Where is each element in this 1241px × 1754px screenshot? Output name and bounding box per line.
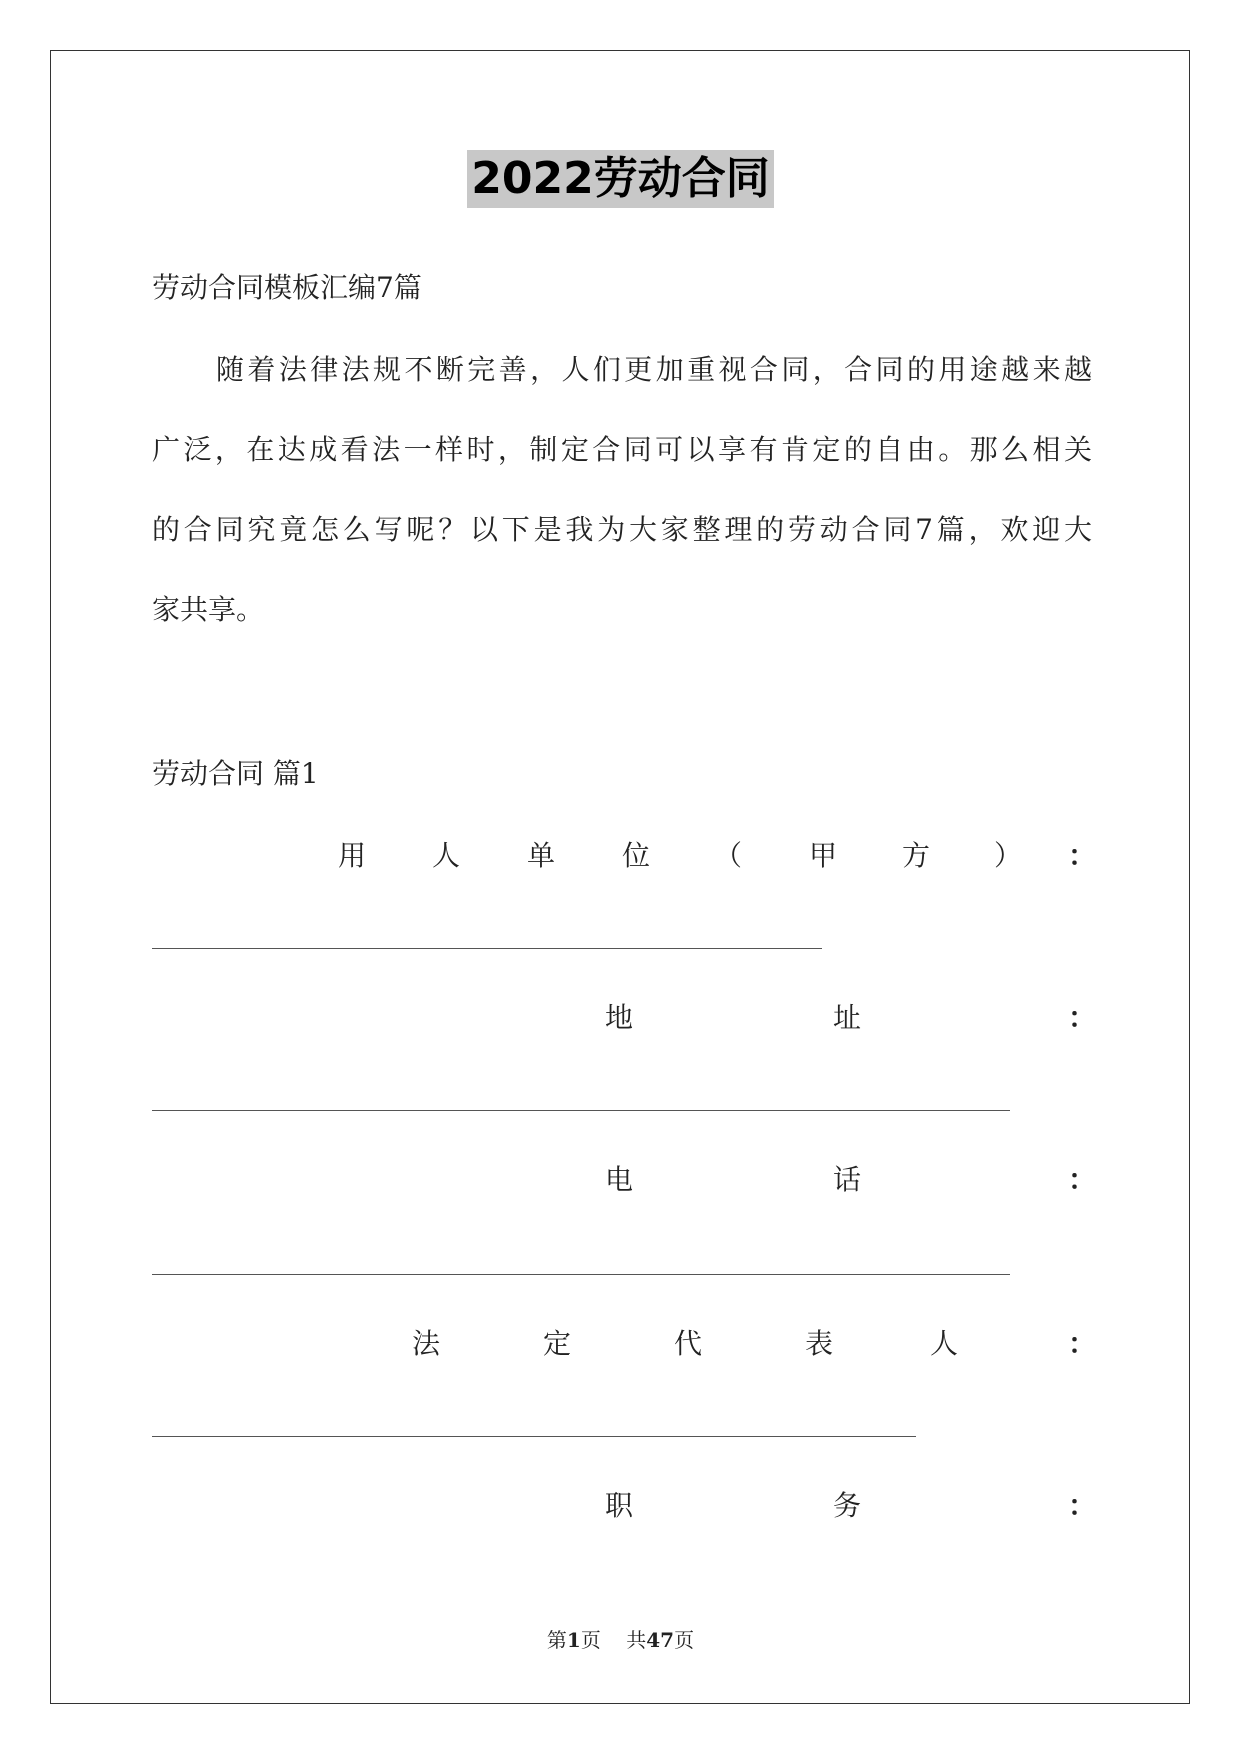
section-heading: 劳动合同 篇1 (152, 757, 319, 790)
field-char: 用 (337, 839, 367, 872)
field-char: 地 (604, 1001, 634, 1034)
field-employer-label (152, 836, 1072, 876)
intro-line-4: 家共享。 (152, 593, 265, 626)
field-char: 单 (526, 839, 556, 872)
field-char: 位 (621, 839, 651, 872)
field-char: 定 (542, 1327, 572, 1360)
fill-line-employer (152, 948, 822, 949)
field-char: 代 (673, 1327, 703, 1360)
subtitle: 劳动合同模板汇编7篇 (152, 271, 422, 304)
field-position-label (152, 1486, 1072, 1526)
field-char: 方 (901, 839, 931, 872)
field-colon: ： (1068, 839, 1097, 872)
intro-line-1: 随着法律法规不断完善，人们更加重视合同，合同的用途越来越 (216, 353, 1092, 386)
footer-page-word: 页 (580, 1628, 601, 1652)
field-colon: ： (1068, 1001, 1097, 1034)
field-char: 表 (804, 1327, 834, 1360)
intro-line-3: 的合同究竟怎么写呢？以下是我为大家整理的劳动合同7篇，欢迎大 (152, 513, 1092, 546)
field-address-label (152, 998, 1072, 1038)
field-colon: ： (1068, 1489, 1097, 1522)
field-char: 址 (832, 1001, 862, 1034)
current-page-number: 1 (566, 1628, 581, 1652)
field-char: 话 (832, 1163, 862, 1196)
field-char: 电 (604, 1163, 634, 1196)
field-char: 法 (411, 1327, 441, 1360)
document-title (0, 150, 1241, 208)
fill-line-phone (152, 1274, 1010, 1275)
field-phone-label (152, 1160, 1072, 1200)
intro-line-2: 广泛，在达成看法一样时，制定合同可以享有肯定的自由。那么相关 (152, 433, 1092, 466)
field-char: 职 (604, 1489, 634, 1522)
title-text: 2022劳动合同 (467, 150, 773, 208)
fill-line-address (152, 1110, 1010, 1111)
field-char: 人 (929, 1327, 959, 1360)
fill-line-legal-rep (152, 1436, 916, 1437)
field-char: 甲 (808, 839, 838, 872)
field-legal-rep-label (152, 1324, 1072, 1364)
field-char: 人 (431, 839, 461, 872)
field-colon: ： (1068, 1327, 1097, 1360)
footer-total-suffix: 页 (674, 1628, 695, 1652)
field-char: 务 (832, 1489, 862, 1522)
total-pages-number: 47 (646, 1628, 675, 1652)
field-char: （ (713, 839, 743, 872)
footer-total-prefix: 共 (626, 1628, 647, 1652)
page-footer (0, 1624, 1241, 1653)
footer-prefix: 第 (546, 1628, 567, 1652)
field-colon: ： (1068, 1163, 1097, 1196)
field-char: ） (993, 839, 1023, 872)
